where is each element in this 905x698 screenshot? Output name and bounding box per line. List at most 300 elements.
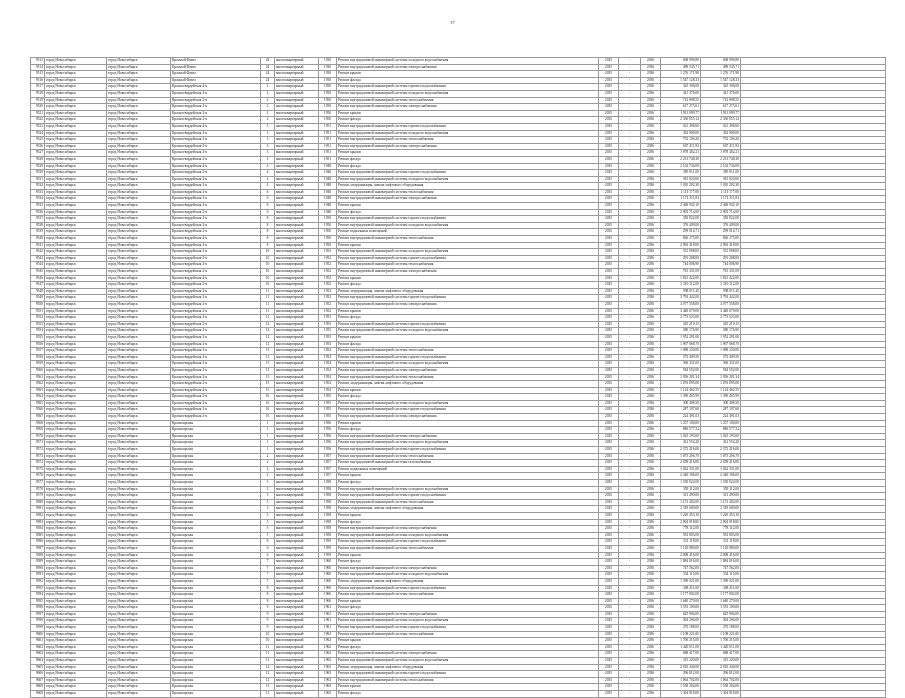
building-type-cell: многоквартирный [275, 150, 319, 157]
row-number-cell: 9596 [31, 605, 45, 612]
street-cell: Красногвардейская 2-я [171, 381, 261, 388]
locality-cell: город Новосибирск [107, 334, 171, 341]
separator-cell: - [619, 433, 641, 440]
cost-total-cell: 826 175,00 [661, 236, 701, 243]
house-number-cell: 1 [261, 427, 275, 434]
year-built-cell: 1960 [319, 572, 337, 579]
house-number-cell: 2 [261, 97, 275, 104]
cost-fund-cell: 1 151 402,00 [701, 499, 741, 506]
house-number-cell: 8 [261, 216, 275, 223]
row-number-cell: 9567 [31, 414, 45, 421]
spacer-cell [741, 585, 886, 592]
year-built-cell: 1952 [319, 288, 337, 295]
year-built-cell: 1953 [319, 315, 337, 322]
municipality-cell: город Новосибирск [45, 143, 107, 150]
cost-total-cell: 3 440 679,00 [661, 308, 701, 315]
start-year-cell: 2035 [599, 163, 619, 170]
cost-total-cell: 2 372 216,00 [661, 447, 701, 454]
work-type-cell: Ремонт внутридомовой инженерной системы холодного водоснабжения [337, 249, 599, 256]
separator-cell: - [619, 315, 641, 322]
work-type-cell: Ремонт внутридомовой инженерной системы холодного водоснабжения [337, 532, 599, 539]
house-number-cell: 3 [261, 493, 275, 500]
work-type-cell: Ремонт внутридомовой инженерной системы теплоснабжения [337, 262, 599, 269]
start-year-cell: 2035 [599, 480, 619, 487]
cost-fund-cell: 1 884 016,00 [701, 559, 741, 566]
separator-cell: - [619, 407, 641, 414]
year-built-cell: 1962 [319, 658, 337, 665]
cost-fund-cell: 299 014,71 [701, 229, 741, 236]
building-type-cell: многоквартирный [275, 163, 319, 170]
municipality-cell: город Новосибирск [45, 104, 107, 111]
municipality-cell: город Новосибирск [45, 691, 107, 698]
year-built-cell: 1948 [319, 196, 337, 203]
end-year-cell: 2036 [641, 301, 661, 308]
building-type-cell: многоквартирный [275, 598, 319, 605]
work-type-cell: Ремонт внутридомовой инженерной системы горячего водоснабжения [337, 671, 599, 678]
end-year-cell: 2036 [641, 249, 661, 256]
municipality-cell: город Новосибирск [45, 381, 107, 388]
house-number-cell: 2 [261, 84, 275, 91]
cost-fund-cell: 291 208,00 [701, 255, 741, 262]
house-number-cell: 4 [261, 170, 275, 177]
row-number-cell: 9574 [31, 460, 45, 467]
municipality-cell: город Новосибирск [45, 341, 107, 348]
row-number-cell: 9521 [31, 110, 45, 117]
year-built-cell: 1957 [319, 453, 337, 460]
year-built-cell: 1959 [319, 539, 337, 546]
year-built-cell: 1950 [319, 229, 337, 236]
street-cell: Красногвардейская 2-я [171, 354, 261, 361]
municipality-cell: город Новосибирск [45, 519, 107, 526]
house-number-cell: 3 [261, 143, 275, 150]
spacer-cell [741, 664, 886, 671]
row-number-cell: 9608 [31, 684, 45, 691]
spacer-cell [741, 64, 886, 71]
row-number-cell: 9559 [31, 361, 45, 368]
end-year-cell: 2036 [641, 532, 661, 539]
row-number-cell: 9560 [31, 367, 45, 374]
table-row [31, 374, 886, 381]
end-year-cell: 2036 [641, 275, 661, 282]
end-year-cell: 2036 [641, 156, 661, 163]
separator-cell: - [619, 387, 641, 394]
end-year-cell: 2036 [641, 295, 661, 302]
start-year-cell: 2035 [599, 427, 619, 434]
cost-fund-cell: 3 440 679,00 [701, 308, 741, 315]
house-number-cell: 10 [261, 249, 275, 256]
building-type-cell: многоквартирный [275, 605, 319, 612]
street-cell: Красноярская [171, 585, 261, 592]
row-number-cell: 9566 [31, 407, 45, 414]
table-row [31, 77, 886, 84]
cost-total-cell: 1 108 221,00 [661, 631, 701, 638]
end-year-cell: 2036 [641, 519, 661, 526]
start-year-cell: 2035 [599, 209, 619, 216]
row-number-cell: 9588 [31, 552, 45, 559]
municipality-cell: город Новосибирск [45, 354, 107, 361]
work-type-cell: Ремонт внутридомовой инженерной системы электроснабжения [337, 143, 599, 150]
municipality-cell: город Новосибирск [45, 255, 107, 262]
locality-cell: город Новосибирск [107, 163, 171, 170]
work-type-cell: Ремонт внутридомовой инженерной системы холодного водоснабжения [337, 130, 599, 137]
end-year-cell: 2036 [641, 77, 661, 84]
street-cell: Красноярская [171, 420, 261, 427]
work-type-cell: Ремонт крыши [337, 638, 599, 645]
table-row [31, 288, 886, 295]
end-year-cell: 2036 [641, 598, 661, 605]
end-year-cell: 2036 [641, 255, 661, 262]
work-type-cell: Ремонт внутридомовой инженерной системы электроснабжения [337, 301, 599, 308]
table-row [31, 585, 886, 592]
cost-fund-cell: 1 640 279,00 [701, 598, 741, 605]
year-built-cell: 1952 [319, 282, 337, 289]
start-year-cell: 2035 [599, 414, 619, 421]
row-number-cell: 9580 [31, 499, 45, 506]
spacer-cell [741, 486, 886, 493]
street-cell: Красноярская [171, 506, 261, 513]
row-number-cell: 9565 [31, 400, 45, 407]
row-number-cell: 9605 [31, 664, 45, 671]
street-cell: Красногвардейская 2-я [171, 156, 261, 163]
locality-cell: город Новосибирск [107, 189, 171, 196]
start-year-cell: 2035 [599, 130, 619, 137]
building-type-cell: многоквартирный [275, 222, 319, 229]
house-number-cell: 13 [261, 367, 275, 374]
start-year-cell: 2035 [599, 176, 619, 183]
row-number-cell: 9531 [31, 176, 45, 183]
locality-cell: город Новосибирск [107, 216, 171, 223]
building-type-cell: многоквартирный [275, 348, 319, 355]
end-year-cell: 2036 [641, 222, 661, 229]
work-type-cell: Ремонт внутридомовой инженерной системы холодного водоснабжения [337, 222, 599, 229]
start-year-cell: 2035 [599, 242, 619, 249]
municipality-cell: город Новосибирск [45, 532, 107, 539]
municipality-cell: город Новосибирск [45, 123, 107, 130]
row-number-cell: 9522 [31, 117, 45, 124]
municipality-cell: город Новосибирск [45, 493, 107, 500]
separator-cell: - [619, 545, 641, 552]
street-cell: Красный Факел [171, 58, 261, 65]
end-year-cell: 2036 [641, 97, 661, 104]
house-number-cell: 11 [261, 295, 275, 302]
cost-fund-cell: 747 562,00 [701, 565, 741, 572]
locality-cell: город Новосибирск [107, 585, 171, 592]
end-year-cell: 2036 [641, 592, 661, 599]
street-cell: Красноярская [171, 677, 261, 684]
work-type-cell: Ремонт внутридомовой инженерной системы теплоснабжения [337, 631, 599, 638]
end-year-cell: 2036 [641, 671, 661, 678]
end-year-cell: 2036 [641, 651, 661, 658]
table-row [31, 354, 886, 361]
building-type-cell: многоквартирный [275, 466, 319, 473]
municipality-cell: город Новосибирск [45, 189, 107, 196]
table-row [31, 572, 886, 579]
building-type-cell: многоквартирный [275, 394, 319, 401]
municipality-cell: город Новосибирск [45, 559, 107, 566]
house-number-cell: 10 [261, 638, 275, 645]
start-year-cell: 2035 [599, 104, 619, 111]
spacer-cell [741, 137, 886, 144]
year-built-cell: 1954 [319, 374, 337, 381]
separator-cell: - [619, 203, 641, 210]
cost-fund-cell: 325 398,00 [701, 84, 741, 91]
cost-fund-cell: 2 318 000,00 [701, 506, 741, 513]
row-number-cell: 9586 [31, 539, 45, 546]
street-cell: Красногвардейская 2-я [171, 189, 261, 196]
spacer-cell [741, 328, 886, 335]
house-number-cell: 9 [261, 618, 275, 625]
cost-fund-cell: 2 003 418,00 [701, 242, 741, 249]
work-type-cell: Ремонт внутридомовой инженерной системы холодного водоснабжения [337, 440, 599, 447]
spacer-cell [741, 203, 886, 210]
year-built-cell: 1950 [319, 117, 337, 124]
street-cell: Красногвардейская 2-я [171, 387, 261, 394]
table-row [31, 170, 886, 177]
street-cell: Красноярская [171, 664, 261, 671]
start-year-cell: 2035 [599, 222, 619, 229]
house-number-cell: 24 [261, 71, 275, 78]
year-built-cell: 1951 [319, 130, 337, 137]
municipality-cell: город Новосибирск [45, 222, 107, 229]
cost-total-cell: 1 177 002,00 [661, 592, 701, 599]
street-cell: Красноярская [171, 625, 261, 632]
separator-cell: - [619, 341, 641, 348]
locality-cell: город Новосибирск [107, 156, 171, 163]
table-row [31, 90, 886, 97]
row-number-cell: 9569 [31, 427, 45, 434]
year-built-cell: 1951 [319, 143, 337, 150]
house-number-cell: 11 [261, 308, 275, 315]
start-year-cell: 2035 [599, 499, 619, 506]
end-year-cell: 2036 [641, 236, 661, 243]
table-row [31, 651, 886, 658]
table-row [31, 348, 886, 355]
cost-fund-cell: 778 112,00 [701, 526, 741, 533]
cost-fund-cell: 744 006,90 [701, 262, 741, 269]
separator-cell: - [619, 578, 641, 585]
locality-cell: город Новосибирск [107, 473, 171, 480]
year-built-cell: 1962 [319, 631, 337, 638]
municipality-cell: город Новосибирск [45, 664, 107, 671]
start-year-cell: 2035 [599, 466, 619, 473]
work-type-cell: Ремонт внутридомовой инженерной системы теплоснабжения [337, 189, 599, 196]
separator-cell: - [619, 493, 641, 500]
work-type-cell: Ремонт крыши [337, 203, 599, 210]
table-row [31, 341, 886, 348]
house-number-cell: 10 [261, 255, 275, 262]
cost-fund-cell: 608 996,80 [701, 58, 741, 65]
house-number-cell: 2 [261, 460, 275, 467]
cost-total-cell: 270 188,00 [661, 625, 701, 632]
locality-cell: город Новосибирск [107, 282, 171, 289]
start-year-cell: 2035 [599, 156, 619, 163]
year-built-cell: 1958 [319, 493, 337, 500]
spacer-cell [741, 123, 886, 130]
house-number-cell: 12 [261, 671, 275, 678]
row-number-cell: 9550 [31, 301, 45, 308]
start-year-cell: 2035 [599, 460, 619, 467]
table-row [31, 163, 886, 170]
year-built-cell: 1953 [319, 334, 337, 341]
start-year-cell: 2035 [599, 684, 619, 691]
street-cell: Красногвардейская 2-я [171, 90, 261, 97]
municipality-cell: город Новосибирск [45, 308, 107, 315]
separator-cell: - [619, 420, 641, 427]
house-number-cell: 5 [261, 532, 275, 539]
work-type-cell: Ремонт внутридомовой инженерной системы холодного водоснабжения [337, 618, 599, 625]
separator-cell: - [619, 658, 641, 665]
spacer-cell [741, 269, 886, 276]
cost-total-cell: 3 793 442,00 [661, 295, 701, 302]
year-built-cell: 1948 [319, 176, 337, 183]
street-cell: Красногвардейская 2-я [171, 222, 261, 229]
cost-fund-cell: 2 310 112,00 [701, 282, 741, 289]
house-number-cell: 12 [261, 334, 275, 341]
separator-cell: - [619, 598, 641, 605]
municipality-cell: город Новосибирск [45, 526, 107, 533]
spacer-cell [741, 506, 886, 513]
work-type-cell: Ремонт внутридомовой инженерной системы холодного водоснабжения [337, 90, 599, 97]
table-row [31, 545, 886, 552]
house-number-cell: 3 [261, 499, 275, 506]
building-type-cell: многоквартирный [275, 242, 319, 249]
house-number-cell: 7 [261, 578, 275, 585]
cost-fund-cell: 345 219,15 [701, 321, 741, 328]
municipality-cell: город Новосibирск [45, 480, 107, 487]
municipality-cell: город Новосибирск [45, 473, 107, 480]
house-number-cell: 6 [261, 545, 275, 552]
spacer-cell [741, 367, 886, 374]
cost-total-cell: 373 409,50 [661, 354, 701, 361]
municipality-cell: город Новосибирск [45, 638, 107, 645]
municipality-cell: город Новосибирск [45, 625, 107, 632]
building-type-cell: многоквартирный [275, 585, 319, 592]
street-cell: Красноярская [171, 512, 261, 519]
row-number-cell: 9546 [31, 275, 45, 282]
start-year-cell: 2035 [599, 572, 619, 579]
building-type-cell: многоквартирный [275, 334, 319, 341]
separator-cell: - [619, 618, 641, 625]
street-cell: Красноярская [171, 539, 261, 546]
municipality-cell: город Новосибирск [45, 671, 107, 678]
spacer-cell [741, 348, 886, 355]
row-number-cell: 9568 [31, 420, 45, 427]
work-type-cell: Ремонт крыши [337, 552, 599, 559]
cost-fund-cell: 2 330 055,12 [701, 117, 741, 124]
end-year-cell: 2036 [641, 163, 661, 170]
municipality-cell: город Новосибирск [45, 677, 107, 684]
year-built-cell: 1958 [319, 480, 337, 487]
spacer-cell [741, 361, 886, 368]
municipality-cell: город Новосибирск [45, 321, 107, 328]
separator-cell: - [619, 229, 641, 236]
street-cell: Красногвардейская 2-я [171, 137, 261, 144]
building-type-cell: многоквартирный [275, 552, 319, 559]
cost-fund-cell: 1 075 206,70 [701, 453, 741, 460]
separator-cell: - [619, 255, 641, 262]
row-number-cell: 9519 [31, 97, 45, 104]
municipality-cell: город Новосибирск [45, 374, 107, 381]
spacer-cell [741, 163, 886, 170]
building-type-cell: многоквартирный [275, 400, 319, 407]
cost-total-cell: 608 996,80 [661, 58, 701, 65]
year-built-cell: 1958 [319, 519, 337, 526]
building-type-cell: многоквартирный [275, 374, 319, 381]
street-cell: Красногвардейская 2-я [171, 361, 261, 368]
street-cell: Красноярская [171, 598, 261, 605]
table-row [31, 255, 886, 262]
spacer-cell [741, 578, 886, 585]
cost-fund-cell: 1 056 201,34 [701, 374, 741, 381]
year-built-cell: 1948 [319, 183, 337, 190]
work-type-cell: Ремонт, модернизация, замена лифтового оборудования [337, 381, 599, 388]
spacer-cell [741, 565, 886, 572]
start-year-cell: 2035 [599, 644, 619, 651]
separator-cell: - [619, 486, 641, 493]
work-type-cell: Ремонт фасада [337, 644, 599, 651]
spacer-cell [741, 249, 886, 256]
cost-fund-cell: 781 331,09 [701, 269, 741, 276]
spacer-cell [741, 288, 886, 295]
cost-total-cell: 2 318 000,00 [661, 506, 701, 513]
cost-total-cell: 1 547 128,33 [661, 77, 701, 84]
work-type-cell: Ремонт крыши [337, 150, 599, 157]
separator-cell: - [619, 156, 641, 163]
separator-cell: - [619, 269, 641, 276]
table-row [31, 625, 886, 632]
year-built-cell: 1952 [319, 249, 337, 256]
building-type-cell: многоквартирный [275, 512, 319, 519]
building-type-cell: многоквартирный [275, 367, 319, 374]
cost-total-cell: 1 640 279,00 [661, 598, 701, 605]
cost-fund-cell: 1 120 880,00 [701, 545, 741, 552]
work-type-cell: Ремонт фасада [337, 77, 599, 84]
year-built-cell: 1953 [319, 341, 337, 348]
locality-cell: город Новосибирск [107, 651, 171, 658]
work-type-cell: Ремонт внутридомовой инженерной системы горячего водоснабжения [337, 407, 599, 414]
start-year-cell: 2035 [599, 341, 619, 348]
locality-cell: город Новосибирск [107, 631, 171, 638]
house-number-cell: 10 [261, 269, 275, 276]
table-row [31, 658, 886, 665]
end-year-cell: 2036 [641, 578, 661, 585]
cost-fund-cell: 2 004 918,00 [701, 519, 741, 526]
row-number-cell: 9576 [31, 473, 45, 480]
cost-fund-cell: 1 124 462,55 [701, 387, 741, 394]
building-type-cell: многоквартирный [275, 110, 319, 117]
year-built-cell: 1950 [319, 104, 337, 111]
spacer-cell [741, 440, 886, 447]
house-number-cell: 1 [261, 433, 275, 440]
locality-cell: город Новосибирск [107, 262, 171, 269]
municipality-cell: город Новосибирск [45, 348, 107, 355]
cost-total-cell: 2 004 918,00 [661, 519, 701, 526]
cost-total-cell: 325 398,00 [661, 84, 701, 91]
cost-total-cell: 1 120 880,00 [661, 545, 701, 552]
house-number-cell: 1 [261, 420, 275, 427]
cost-total-cell: 1 550 024,00 [661, 480, 701, 487]
house-number-cell: 5 [261, 512, 275, 519]
year-built-cell: 1930 [319, 71, 337, 78]
building-type-cell: многоквартирный [275, 203, 319, 210]
table-row [31, 486, 886, 493]
start-year-cell: 2035 [599, 183, 619, 190]
separator-cell: - [619, 519, 641, 526]
separator-cell: - [619, 189, 641, 196]
row-number-cell: 9543 [31, 255, 45, 262]
work-type-cell: Ремонт внутридомовой инженерной системы горячего водоснабжения [337, 321, 599, 328]
house-number-cell: 2 [261, 466, 275, 473]
